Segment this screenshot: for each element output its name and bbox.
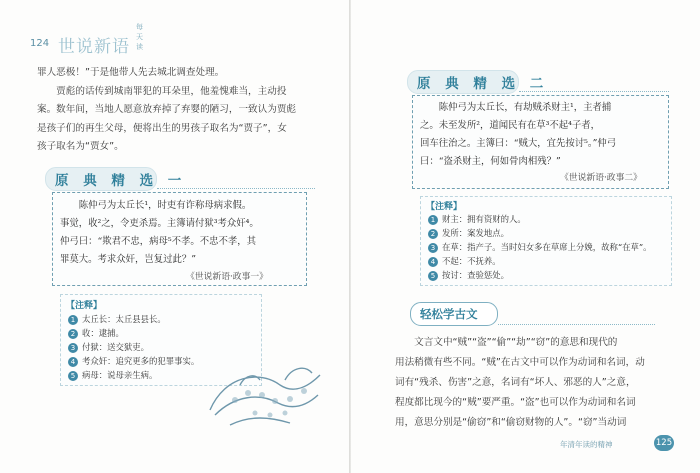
note-text: 发所：案发地点。 — [442, 228, 509, 238]
section-heading-2 — [407, 70, 672, 92]
note-item — [68, 355, 199, 367]
intro-line: 案。数年间，当地人愿意放弃掉了弃婴的陋习，一致认为贾彪 — [37, 104, 297, 115]
note-text: 在草：指产子。当时妇女多在草席上分娩，故称“在草”。 — [442, 242, 652, 252]
body-line: 词有“残杀、伤害”之意，名词有“坏人、邪恶的人”之意， — [395, 377, 636, 388]
note-number: 3 — [428, 243, 438, 253]
note-number: 4 — [428, 257, 438, 267]
body-line: 程度都比现今的“贼”要严重。“盗”也可以作为动词和名词 — [395, 397, 636, 408]
section-title: 轻松学古文 — [420, 307, 478, 321]
section-heading-1 — [45, 167, 315, 189]
quote-line: 陈仲弓为太丘长，有劫贼杀财主¹，主者捕 — [420, 102, 612, 113]
quote-source-2: 《世说新语·政事二》 — [560, 173, 642, 183]
section-title: 原 典 精 选 一 — [55, 173, 187, 189]
note-text: 太丘长：太丘县县长。 — [82, 314, 166, 324]
note-number: 5 — [428, 271, 438, 281]
heading-divider — [498, 324, 655, 325]
right-page-number: 125 — [654, 435, 674, 451]
intro-line: 贾彪的话传到城南罪犯的耳朵里，他羞愧难当，主动投 — [37, 85, 287, 97]
quote-line: 陈仲弓为太丘长¹，时吏有诈称母病求假。 — [60, 200, 252, 211]
note-text: 按讨：查验惩处。 — [442, 270, 509, 280]
quote-line: 罪莫大。考求众奸，岂复过此？” — [60, 254, 197, 265]
note-item — [68, 313, 166, 325]
body-line: 用法稍微有些不同。“贼”在古文中可以作为动词和名词，动 — [395, 357, 645, 368]
notes-title-1: 【注释】 — [66, 301, 103, 311]
dragon-ornament-icon — [200, 355, 328, 435]
intro-line: 孩子取名为“贾女”。 — [37, 141, 124, 152]
left-page-number: 124 — [30, 38, 50, 49]
note-text: 考众奸：追究更多的犯罪事实。 — [82, 356, 200, 366]
note-number: 2 — [68, 329, 78, 339]
logo-small-text: 每天读 — [136, 23, 144, 51]
quote-line: 事觉，收²之，令吏杀焉。主簿请付狱³考众奸⁴。 — [60, 218, 259, 229]
note-number: 4 — [68, 357, 78, 367]
book-logo — [56, 10, 144, 57]
note-number: 2 — [428, 229, 438, 239]
note-item — [68, 327, 124, 339]
intro-paragraph — [37, 64, 327, 157]
heading-divider — [157, 188, 315, 189]
intro-line: 是孩子们的再生父母，便将出生的男孩子取名为“贾子”，女 — [37, 122, 287, 134]
quote-line: 之。未至发所²，道闻民有在草³不起⁴子者， — [420, 120, 601, 131]
note-number: 5 — [68, 371, 78, 381]
note-item — [428, 269, 509, 281]
footer-text: 年清年读的精神 — [560, 440, 613, 449]
note-item — [428, 227, 509, 239]
note-item — [428, 213, 526, 225]
note-number: 1 — [68, 315, 78, 325]
section-title: 原 典 精 选 二 — [417, 76, 549, 92]
note-number: 1 — [428, 215, 438, 225]
body-line: 文言文中“贼”“盗”“偷”“劫”“窃”的意思和现代的 — [395, 337, 618, 348]
notes-title-2: 【注释】 — [426, 202, 463, 212]
quote-line: 曰：“盗杀财主，何如骨肉相残？” — [420, 156, 561, 167]
note-text: 病母：说母亲生病。 — [82, 370, 158, 380]
quote-text-2 — [420, 99, 665, 171]
note-item — [68, 369, 157, 381]
quote-line: 回车往治之。主簿曰：“贼大，宜先按讨⁵。”仲弓 — [420, 138, 617, 149]
note-text: 财主：拥有资财的人。 — [442, 214, 526, 224]
note-text: 不起：不抚养。 — [442, 256, 501, 266]
logo-main-text: 世说新语 — [58, 37, 130, 57]
note-text: 付狱：送交狱吏。 — [82, 342, 149, 352]
quote-text-1 — [60, 197, 300, 269]
quote-line: 仲弓曰：“欺君不忠，病母⁵不孝。不忠不孝，其 — [60, 236, 257, 247]
intro-line: 罪人恶极！”于是他带人先去城北调查处理。 — [37, 67, 225, 78]
left-page — [0, 0, 349, 473]
section-heading-3 — [410, 302, 655, 326]
note-item — [428, 241, 652, 253]
quote-source-1: 《世说新语·政事一》 — [186, 272, 268, 282]
body-line: 用，意思分别是“偷窃”和“偷窃财物的人”。“窃”当动词 — [395, 417, 627, 428]
note-number: 3 — [68, 343, 78, 353]
note-item — [68, 341, 149, 353]
body-paragraph — [395, 333, 685, 433]
note-text: 收：逮捕。 — [82, 328, 124, 338]
heading-divider — [519, 91, 669, 92]
note-item — [428, 255, 501, 267]
